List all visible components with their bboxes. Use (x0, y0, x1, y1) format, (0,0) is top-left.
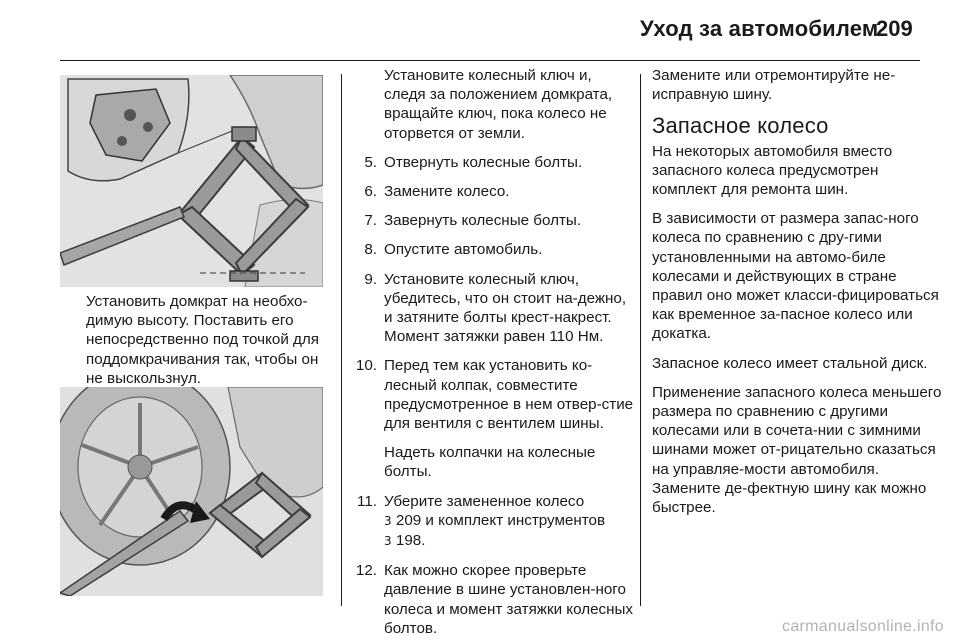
list-item: 9. Установите колесный ключ, убедитесь, что он стоит на-дежно, и затяните болты крест-накрест. Момент затяжки равен 110 Нм. (364, 270, 627, 346)
jack-position-illustration (60, 75, 323, 287)
page-reference-icon[interactable]: 3 (384, 513, 392, 528)
spare-wheel-section (652, 66, 942, 527)
column-divider-left (341, 74, 342, 606)
list-item: 10. Перед тем как установить ко-лесный колпак, совместите предусмотренное в нем отвер-стие для вентиля с вентилем шины. Надеть колпачки на колесные болты. (355, 357, 634, 481)
paragraph: Замените или отремонтируйте не-исправную шину. (652, 67, 896, 104)
list-item: 12. Как можно скорее проверьте давление в шине установлен-ного колеса и момент затяжки колесных болтов. (355, 562, 634, 637)
list-item: 6. Замените колесо. (364, 183, 510, 201)
list-item: 7. Завернуть колесные болты. (364, 212, 582, 230)
step-intro: Установите колесный ключ и, следя за положением домкрата, вращайте ключ, пока колесо не оторвется от земли. (384, 67, 613, 142)
paragraph: Применение запасного колеса меньшего размера по сравнению с другими колесами или в сочета-нии с зимними шинами может от-рицательно сказаться на управляе-мости автомобиля. Замените де-фектную шину как можно быстрее. (652, 383, 942, 517)
page-reference-icon[interactable]: 3 (384, 534, 392, 549)
figure-caption: Установить домкрат на необхо-димую высоту. Поставить его непосредственно под точкой для поддомкрачивания так, чтобы он не выскользнул. (86, 293, 319, 387)
watermark: carmanualsonline.info (782, 618, 944, 635)
paragraph: Запасное колесо имеет стальной диск. (652, 354, 928, 372)
list-item: 11. Уберите замененное колесо 3 209 и комплект инструментов 3 198. (357, 492, 606, 550)
running-header-title: Уход за автомобилем (640, 16, 879, 41)
paragraph: На некоторых автомобиля вместо запасного колеса предусмотрен комплект для ремонта шин. (652, 142, 893, 199)
page-number: 209 (876, 16, 913, 41)
header-rule (60, 60, 920, 61)
column-divider-right (640, 74, 641, 606)
paragraph: В зависимости от размера запас-ного колеса по сравнению с дру-гими установленными на автомо-биле колесами и действующих в стране правил оно может класси-фицироваться как временное за-пасное колесо или докатка. (652, 210, 939, 343)
list-item: 5. Отвернуть колесные болты. (364, 153, 583, 171)
list-item: 8. Опустите автомобиль. (364, 241, 543, 259)
wheel-jack-illustration (60, 387, 323, 596)
procedure-list (352, 66, 634, 642)
section-heading: Запасное колесо (652, 113, 829, 139)
